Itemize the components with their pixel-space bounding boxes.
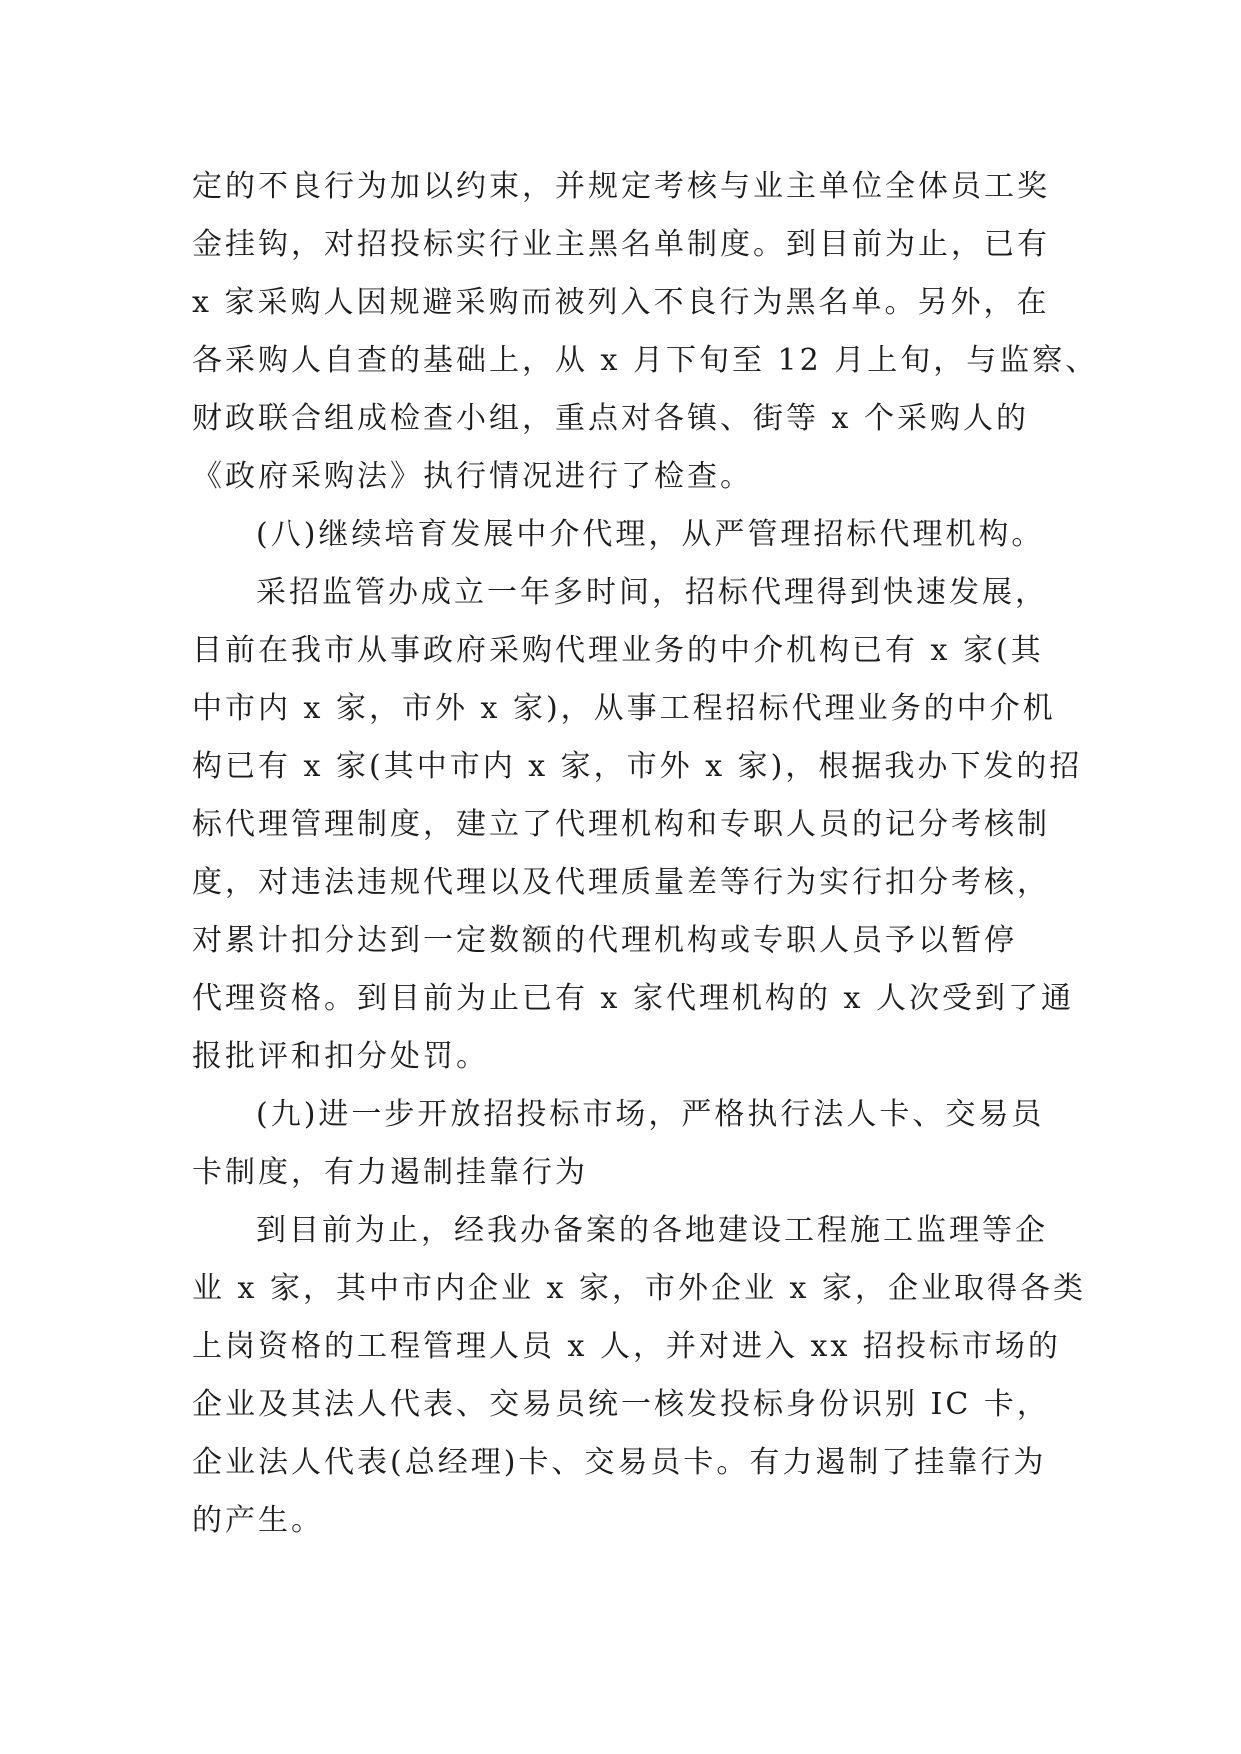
text-line: 上岗资格的工程管理人员 x 人，并对进入 xx 招投标市场的 [192, 1329, 1061, 1364]
section-heading-8: (八)继续培育发展中介代理，从严管理招标代理机构。 [256, 517, 1045, 552]
text-line: 定的不良行为加以约束，并规定考核与业主单位全体员工奖 [192, 169, 1050, 204]
text-line: 业 x 家，其中市内企业 x 家，市外企业 x 家，企业取得各类 [192, 1271, 1086, 1306]
text-line: 报批评和扣分处罚。 [192, 1039, 489, 1074]
text-line: 的产生。 [192, 1503, 324, 1538]
text-line: 代理资格。到目前为止已有 x 家代理机构的 x 人次受到了通 [192, 981, 1074, 1016]
text-line: x 家采购人因规避采购而被列入不良行为黑名单。另外，在 [192, 285, 1050, 320]
text-line: 企业及其法人代表、交易员统一核发投标身份识别 IC 卡， [192, 1387, 1050, 1422]
text-line: 金挂钩，对招投标实行业主黑名单制度。到目前为止，已有 [192, 227, 1050, 262]
paragraph-start: 采招监管办成立一年多时间，招标代理得到快速发展， [256, 575, 1048, 610]
text-line: 对累计扣分达到一定数额的代理机构或专职人员予以暂停 [192, 923, 1017, 958]
text-line: 企业法人代表(总经理)卡、交易员卡。有力遏制了挂靠行为 [192, 1445, 1047, 1480]
text-line: 度，对违法违规代理以及代理质量差等行为实行扣分考核， [192, 865, 1050, 900]
section-heading-9: (九)进一步开放招投标市场，严格执行法人卡、交易员 [256, 1097, 1045, 1132]
text-line: 各采购人自查的基础上，从 x 月下旬至 12 月上旬，与监察、 [192, 343, 1099, 378]
text-line: 《政府采购法》执行情况进行了检查。 [192, 459, 753, 494]
paragraph-start: 到目前为止，经我办备案的各地建设工程施工监理等企 [256, 1213, 1048, 1248]
text-line: 财政联合组成检查小组，重点对各镇、街等 x 个采购人的 [192, 401, 1029, 436]
document-body [192, 158, 1099, 1550]
text-line: 目前在我市从事政府采购代理业务的中介机构已有 x 家(其 [192, 633, 1044, 668]
text-line: 构已有 x 家(其中市内 x 家，市外 x 家)，根据我办下发的招 [192, 749, 1083, 784]
text-line: 标代理管理制度，建立了代理机构和专职人员的记分考核制 [192, 807, 1050, 842]
section-heading-9-continued: 卡制度，有力遏制挂靠行为 [192, 1155, 588, 1190]
text-line: 中市内 x 家，市外 x 家)，从事工程招标代理业务的中介机 [192, 691, 1056, 726]
